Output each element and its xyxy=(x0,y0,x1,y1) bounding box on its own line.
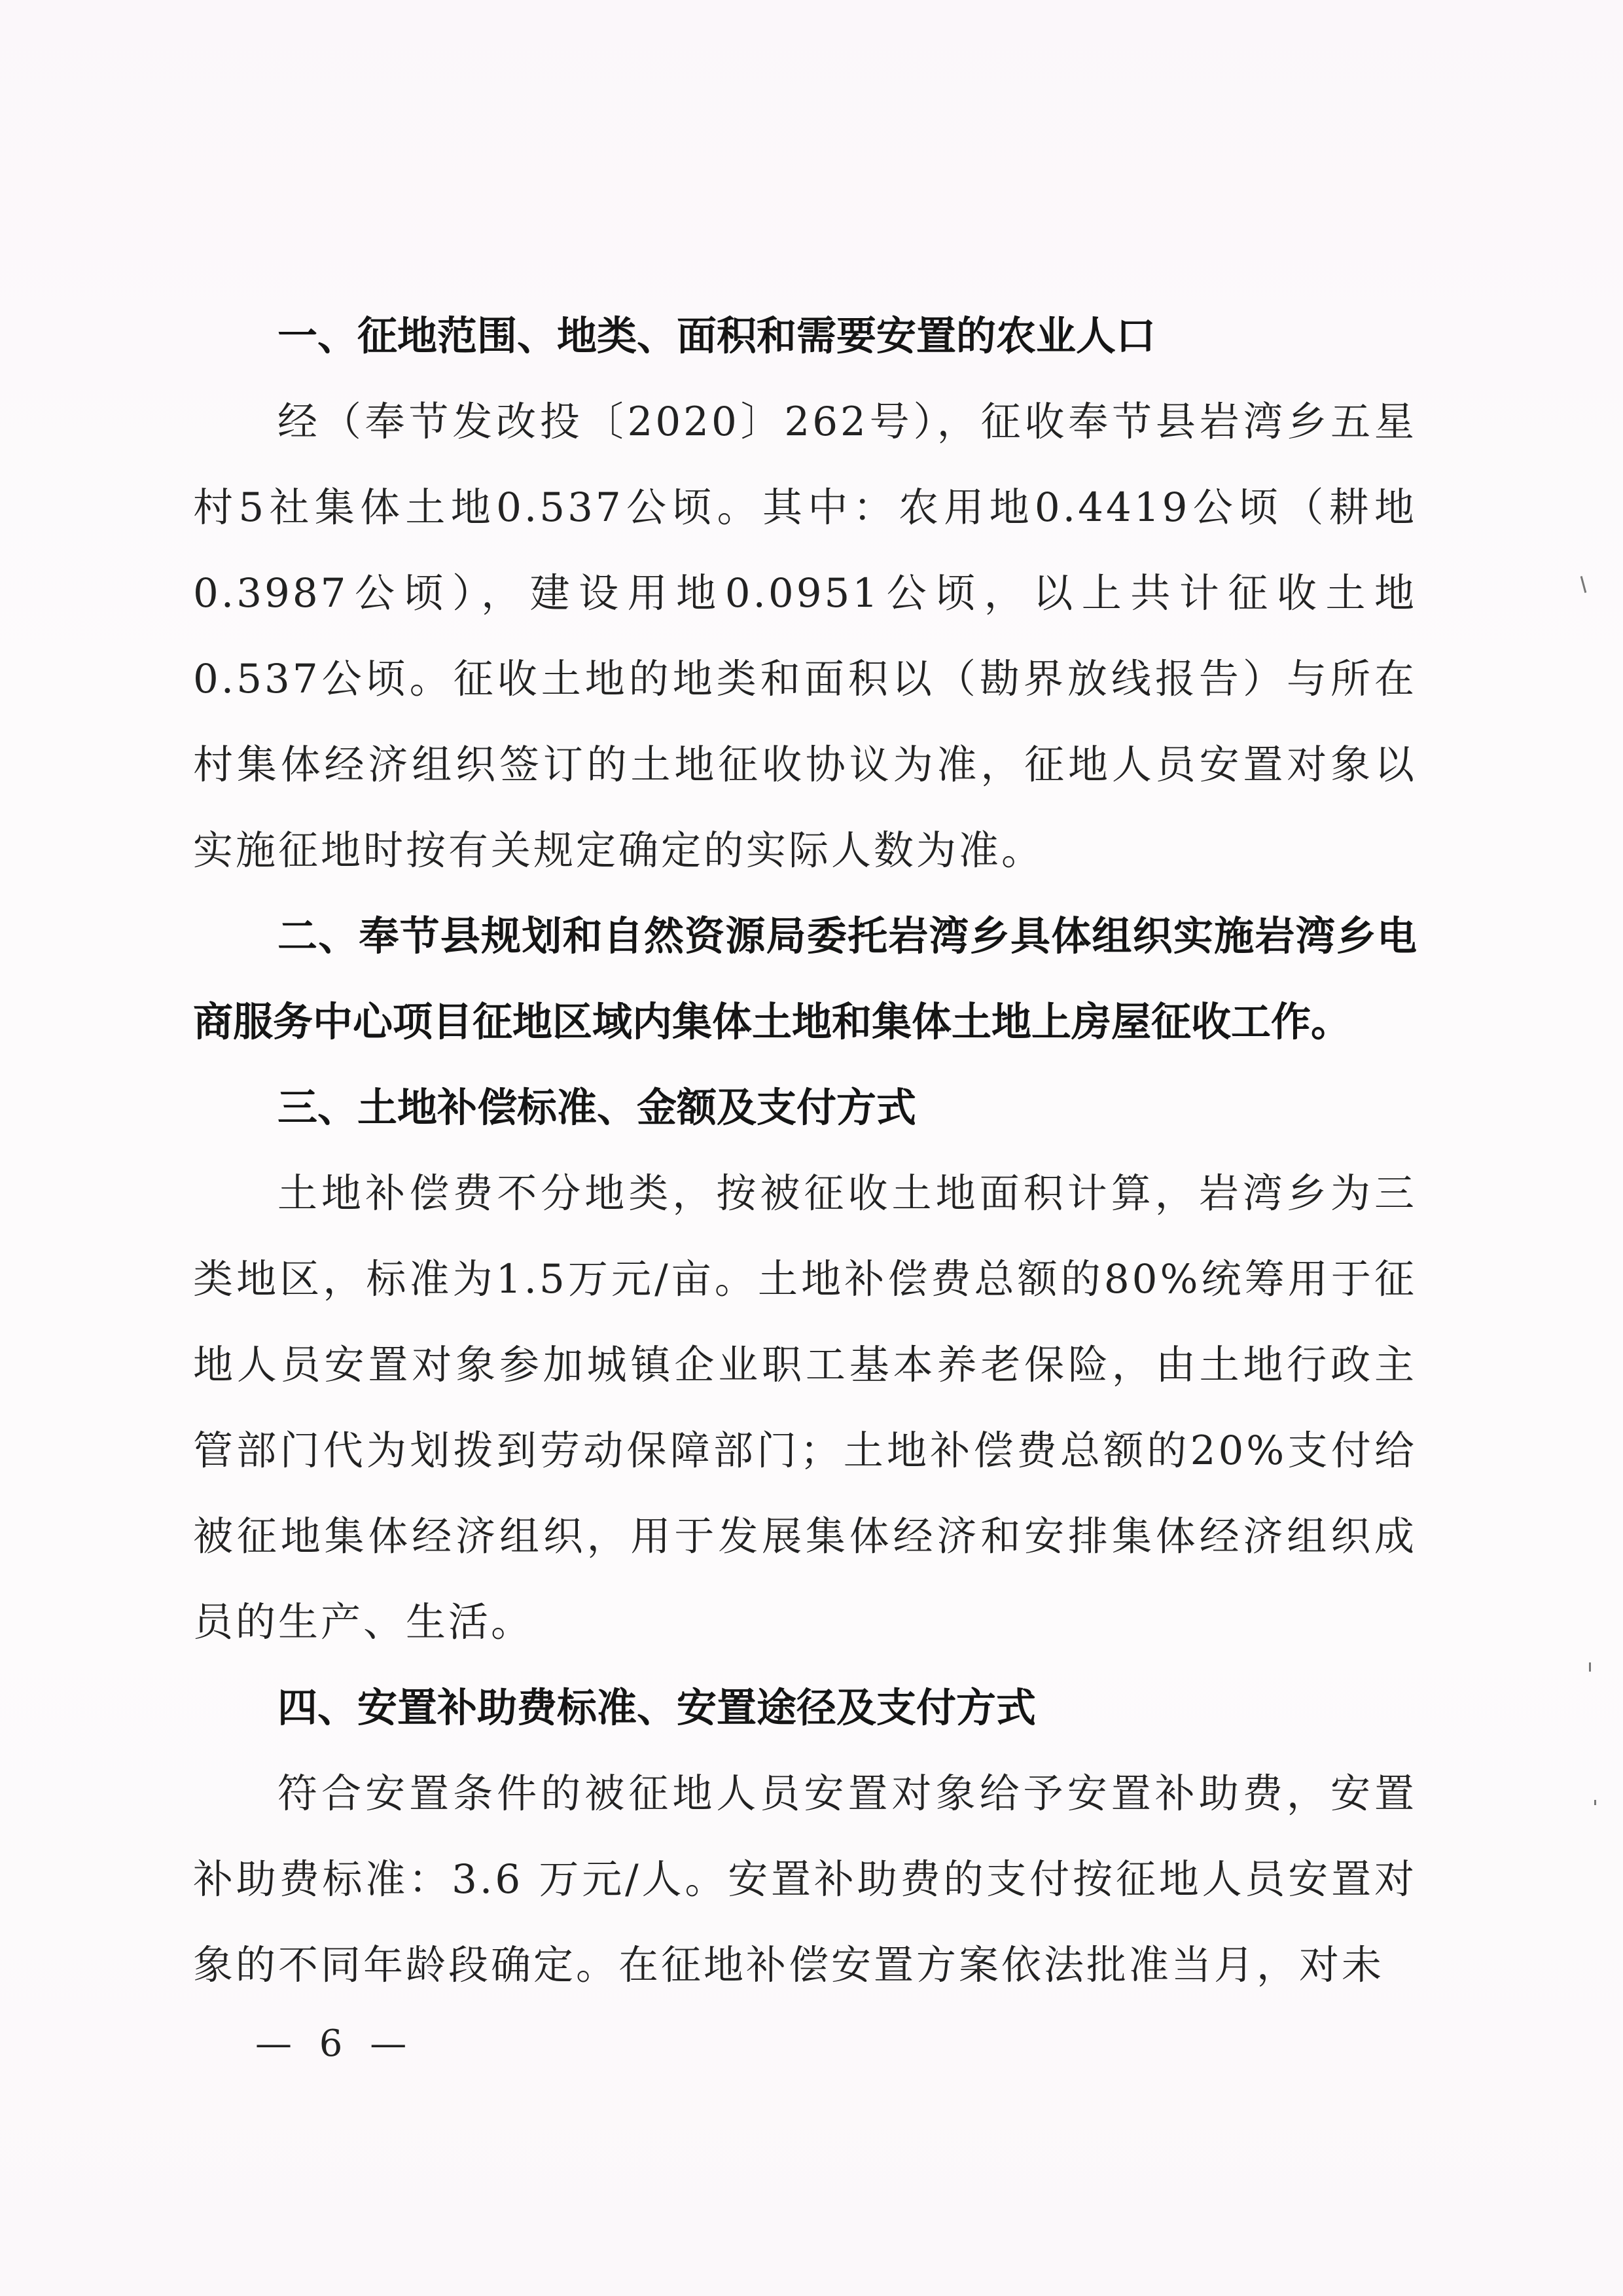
section-heading-3: 三、土地补偿标准、金额及支付方式 xyxy=(277,1085,917,1131)
section-heading-4: 四、安置补助费标准、安置途径及支付方式 xyxy=(277,1685,1037,1731)
document-body xyxy=(193,293,1417,2008)
section-paragraph-3: 土地补偿费不分地类，按被征收土地面积计算，岩湾乡为三类地区，标准为1.5万元/亩。土地补偿费总额的80%统筹用于征地人员安置对象参加城镇企业职工基本养老保险，由土地行政主管部门代为划拨到劳动保障部门；土地补偿费总额的20%支付给被征地集体经济组织，用于发展集体经济和安排集体经济组织成员的生产、生活。 xyxy=(193,1170,1417,1645)
section-heading-2: 二、奉节县规划和自然资源局委托岩湾乡具体组织实施岩湾乡电商服务中心项目征地区域内集体土地和集体土地上房屋征收工作。 xyxy=(193,913,1417,1045)
scan-speck xyxy=(1589,1662,1591,1672)
scan-speck xyxy=(1580,576,1587,593)
section-paragraph-4: 符合安置条件的被征地人员安置对象给予安置补助费，安置补助费标准：3.6 万元/人。安置补助费的支付按征地人员安置对象的不同年龄段确定。在征地补偿安置方案依法批准当月，对未 xyxy=(193,1770,1417,1988)
section-heading-1: 一、征地范围、地类、面积和需要安置的农业人口 xyxy=(277,313,1156,359)
page-number: — 6 — xyxy=(255,2022,415,2065)
section-paragraph-1: 经（奉节发改投〔2020〕262号），征收奉节县岩湾乡五星村5社集体土地0.537公顷。其中：农用地0.4419公顷（耕地0.3987公顷），建设用地0.0951公顷，以上共计征收土地0.537公顷。征收土地的地类和面积以（勘界放线报告）与所在村集体经济组织签订的土地征收协议为准，征地人员安置对象以实施征地时按有关规定确定的实际人数为准。 xyxy=(193,399,1417,874)
scan-speck xyxy=(1594,1800,1596,1805)
